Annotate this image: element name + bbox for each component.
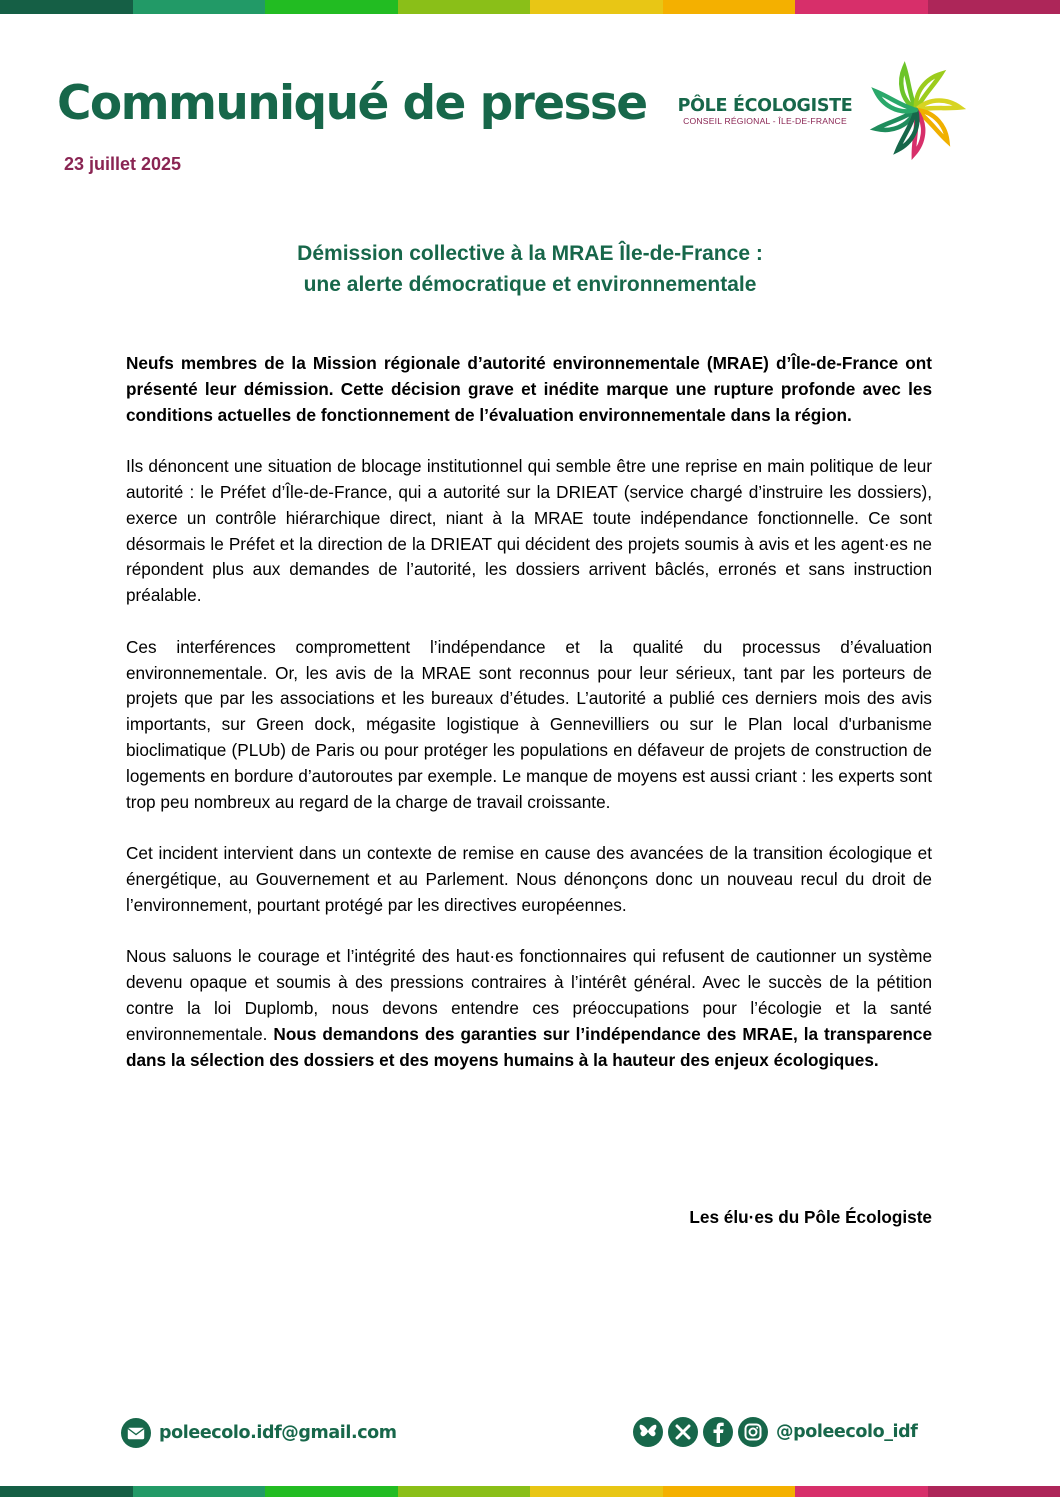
top-color-stripe bbox=[0, 0, 1060, 14]
headline bbox=[120, 238, 940, 300]
envelope-icon bbox=[121, 1418, 151, 1448]
closing-paragraph bbox=[126, 944, 932, 1073]
facebook-icon[interactable] bbox=[703, 1417, 733, 1447]
headline-line-1: Démission collective à la MRAE Île-de-France : bbox=[297, 242, 763, 265]
brand-name: PÔLE ÉCOLOGISTE bbox=[677, 96, 853, 116]
x-icon[interactable] bbox=[668, 1417, 698, 1447]
bottom-color-stripe bbox=[0, 1486, 1060, 1497]
brand-block bbox=[670, 96, 860, 127]
instagram-icon[interactable] bbox=[738, 1417, 768, 1447]
footer-social bbox=[633, 1417, 918, 1447]
page-title: Communiqué de presse bbox=[57, 76, 647, 131]
article-body bbox=[126, 351, 932, 1099]
closing-text: Nous saluons le courage et l’intégrité des haut·es fonctionnaires qui refusent de cautionner un système devenu opaque et soumis à des pressions contraires à l’intérêt général. Avec le succès de la pétition contre la loi Duplomb, nous devons entendre ces préoccupations pour l’écologie et la santé environnementale. bbox=[126, 946, 932, 1044]
bluesky-icon[interactable] bbox=[633, 1417, 663, 1447]
footer-contact bbox=[121, 1418, 397, 1448]
social-handle-link[interactable]: @poleecolo_idf bbox=[776, 1422, 918, 1442]
closing-demands: Nous demandons des garanties sur l’indépendance des MRAE, la transparence dans la sélection des dossiers et des moyens humains à la hauteur des enjeux écologiques. bbox=[126, 1023, 933, 1070]
email-link[interactable]: poleecolo.idf@gmail.com bbox=[159, 1423, 397, 1443]
body-paragraph: Ils dénoncent une situation de blocage institutionnel qui semble être une reprise en main politique de leur autorité : le Préfet d’Île-de-France, qui a autorité sur la DRIEAT (service chargé d’instruire les dossiers), exerce un contrôle hiérarchique direct, niant à la MRAE toute indépendance fonctionnelle. Ce sont désormais le Préfet et la direction de la DRIEAT qui décident des projets soumis à avis et les agent·es ne répondent plus aux demandes de l’autorité, les dossiers arrivent bâclés, erronés et sans instruction préalable. bbox=[126, 456, 932, 606]
brand-subtitle: CONSEIL RÉGIONAL - ÎLE-DE-FRANCE bbox=[683, 116, 847, 126]
lead-paragraph: Neufs membres de la Mission régionale d’autorité environnementale (MRAE) d’Île-de-France ont présenté leur démission. Cette décision grave et inédite marque une rupture profonde avec les conditions actuelles de fonctionnement de l’évaluation environnementale dans la région. bbox=[126, 353, 932, 425]
headline-line-2: une alerte démocratique et environnementale bbox=[303, 273, 757, 296]
signature: Les élu·es du Pôle Écologiste bbox=[689, 1207, 932, 1227]
flower-logo-icon bbox=[866, 60, 966, 160]
publication-date: 23 juillet 2025 bbox=[64, 154, 182, 174]
body-paragraph: Cet incident intervient dans un contexte de remise en cause des avancées de la transition écologique et énergétique, au Gouvernement et au Parlement. Nous dénonçons donc un nouveau recul du droit de l’environnement, pourtant protégé par les directives européennes. bbox=[126, 843, 932, 915]
body-paragraph: Ces interférences compromettent l’indépendance et la qualité du processus d’évaluation environnementale. Or, les avis de la MRAE sont reconnus pour leur sérieux, tant par les porteurs de projets que par les associations et les bureaux d’études. L’autorité a publié ces derniers mois des avis importants, sur Green dock, mégasite logistique à Gennevilliers ou sur le Plan local d'urbanisme bioclimatique (PLUb) de Paris ou pour protéger les populations en défaveur de projets de construction de logements en bordure d’autoroutes par exemple. Le manque de moyens est aussi criant : les experts sont trop peu nombreux au regard de la charge de travail croissante. bbox=[126, 636, 932, 812]
